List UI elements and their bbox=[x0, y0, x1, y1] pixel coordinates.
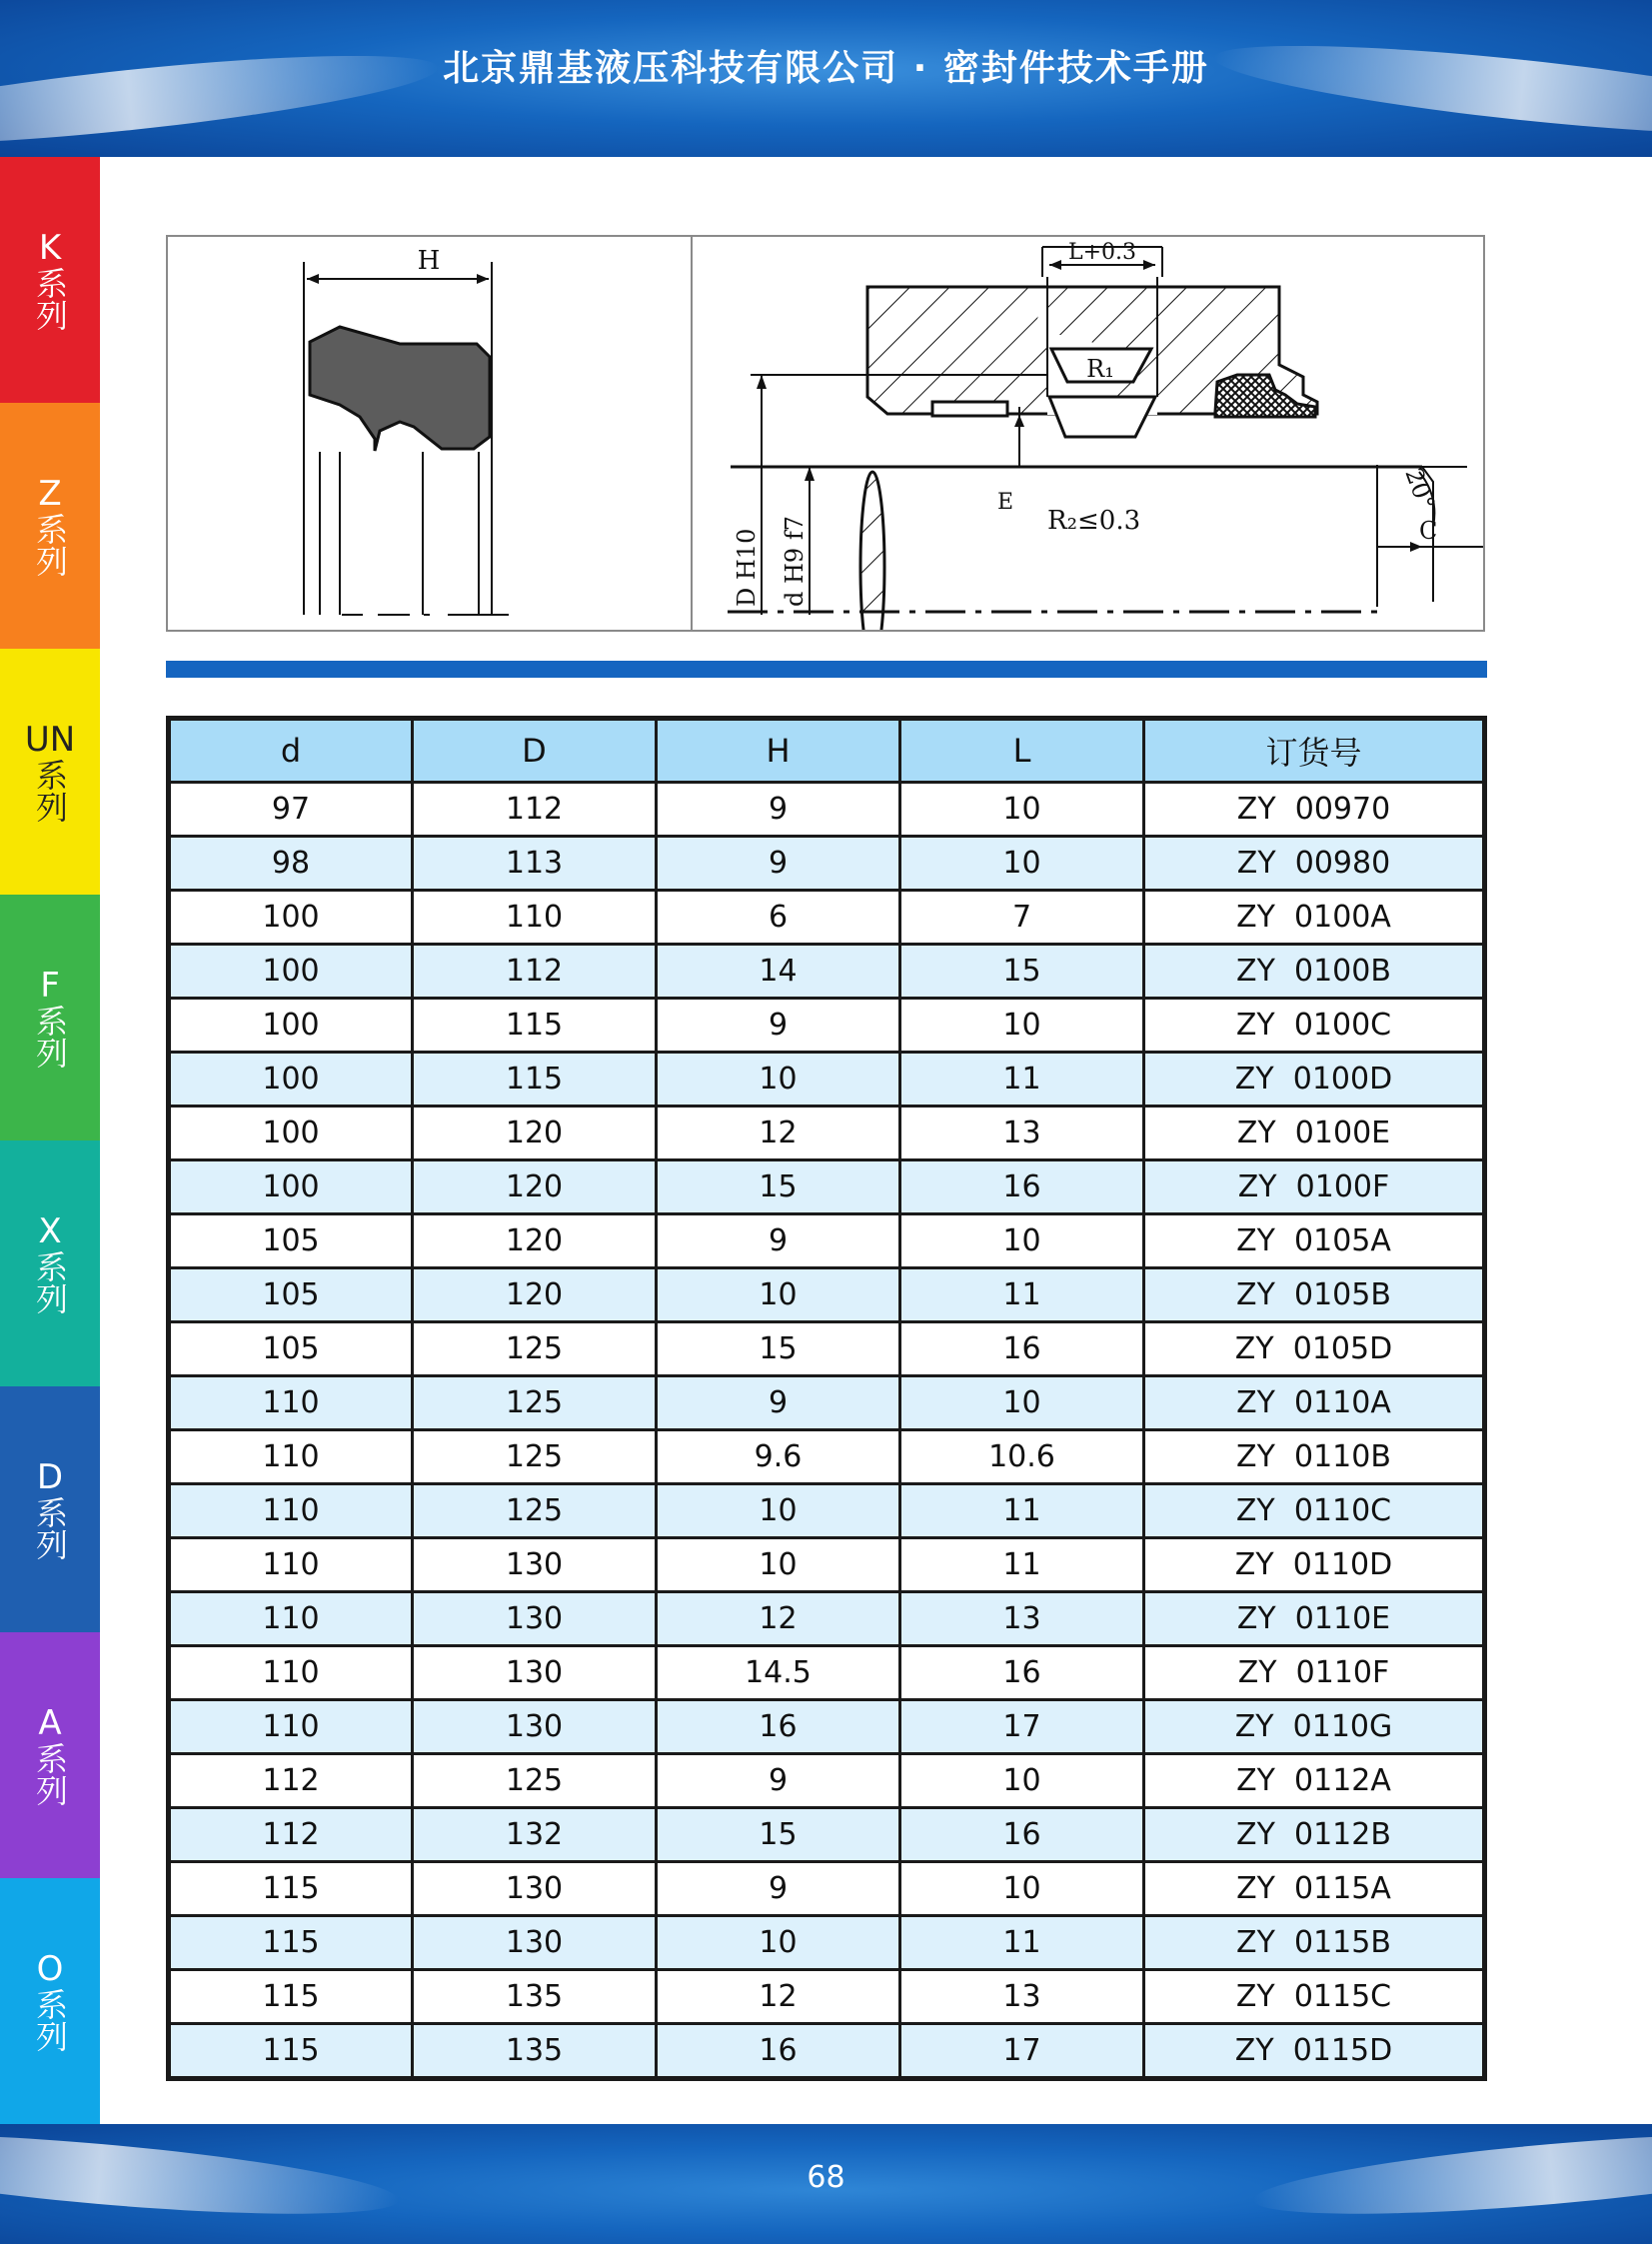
cell-l: 10 bbox=[900, 1754, 1144, 1808]
cell-d: 115 bbox=[169, 2024, 413, 2079]
cell-l: 15 bbox=[900, 945, 1144, 999]
dim-label-r1: R₁ bbox=[1086, 355, 1114, 383]
table-row bbox=[169, 999, 1485, 1053]
cell-d: 100 bbox=[169, 1107, 413, 1160]
cell-order-no: ZY 0110G bbox=[1144, 1700, 1485, 1754]
series-tab-letters: Z bbox=[38, 474, 62, 514]
cell-order-no: ZY 00980 bbox=[1144, 837, 1485, 891]
series-tab-o[interactable] bbox=[0, 1878, 100, 2124]
dim-label-r2: R₂≤0.3 bbox=[1047, 506, 1141, 536]
cell-d: 105 bbox=[169, 1322, 413, 1376]
cell-outer-d: 125 bbox=[413, 1754, 657, 1808]
cell-l: 17 bbox=[900, 2024, 1144, 2079]
series-tab-letters: UN bbox=[24, 720, 76, 760]
table-row bbox=[169, 1538, 1485, 1592]
cell-d: 105 bbox=[169, 1214, 413, 1268]
series-tab-letters: O bbox=[36, 1949, 64, 1989]
cell-l: 13 bbox=[900, 1970, 1144, 2024]
series-tab-label: 系列 bbox=[31, 1742, 69, 1806]
cell-order-no: ZY 0115C bbox=[1144, 1970, 1485, 2024]
cell-outer-d: 130 bbox=[413, 1700, 657, 1754]
cell-h: 12 bbox=[657, 1970, 900, 2024]
cell-outer-d: 135 bbox=[413, 2024, 657, 2079]
dim-label-c: C bbox=[1419, 517, 1438, 545]
dim-label-angle: 20° bbox=[1399, 464, 1441, 515]
table-row bbox=[169, 1322, 1485, 1376]
cell-order-no: ZY 0110A bbox=[1144, 1376, 1485, 1430]
cell-h: 15 bbox=[657, 1808, 900, 1862]
cell-h: 10 bbox=[657, 1484, 900, 1538]
cell-d: 110 bbox=[169, 1538, 413, 1592]
cell-outer-d: 113 bbox=[413, 837, 657, 891]
cell-l: 10 bbox=[900, 1862, 1144, 1916]
cell-l: 7 bbox=[900, 891, 1144, 945]
cell-outer-d: 115 bbox=[413, 999, 657, 1053]
seal-drawing bbox=[166, 235, 1485, 632]
series-tab-label: 系列 bbox=[31, 1496, 69, 1560]
cell-order-no: ZY 0110B bbox=[1144, 1430, 1485, 1484]
cell-outer-d: 120 bbox=[413, 1160, 657, 1214]
cell-order-no: ZY 0105A bbox=[1144, 1214, 1485, 1268]
cell-order-no: ZY 0112A bbox=[1144, 1754, 1485, 1808]
cell-outer-d: 120 bbox=[413, 1268, 657, 1322]
cell-order-no: ZY 0112B bbox=[1144, 1808, 1485, 1862]
cell-d: 115 bbox=[169, 1862, 413, 1916]
cell-d: 100 bbox=[169, 891, 413, 945]
cell-l: 11 bbox=[900, 1268, 1144, 1322]
cell-order-no: ZY 0115A bbox=[1144, 1862, 1485, 1916]
cell-d: 115 bbox=[169, 1916, 413, 1970]
cell-order-no: ZY 0115B bbox=[1144, 1916, 1485, 1970]
dim-label-bore: D H10 bbox=[733, 528, 761, 607]
dim-label-h: H bbox=[417, 246, 441, 276]
cell-d: 110 bbox=[169, 1700, 413, 1754]
cell-outer-d: 130 bbox=[413, 1538, 657, 1592]
cell-h: 6 bbox=[657, 891, 900, 945]
table-row bbox=[169, 1916, 1485, 1970]
table-row bbox=[169, 1214, 1485, 1268]
series-tab-letters: F bbox=[40, 966, 60, 1006]
dimension-table bbox=[166, 716, 1487, 2081]
cell-l: 13 bbox=[900, 1107, 1144, 1160]
cell-order-no: ZY 0110C bbox=[1144, 1484, 1485, 1538]
cell-order-no: ZY 0100C bbox=[1144, 999, 1485, 1053]
table-row bbox=[169, 2024, 1485, 2079]
cell-h: 9 bbox=[657, 1214, 900, 1268]
seal-profile bbox=[304, 262, 509, 615]
table-row bbox=[169, 1646, 1485, 1700]
page-footer bbox=[0, 2124, 1652, 2244]
table-row bbox=[169, 1160, 1485, 1214]
series-tab-label: 系列 bbox=[31, 1250, 69, 1314]
cell-outer-d: 125 bbox=[413, 1376, 657, 1430]
cell-d: 110 bbox=[169, 1430, 413, 1484]
cell-order-no: ZY 0100E bbox=[1144, 1107, 1485, 1160]
cell-l: 11 bbox=[900, 1053, 1144, 1107]
table-row bbox=[169, 1484, 1485, 1538]
cell-d: 110 bbox=[169, 1376, 413, 1430]
column-header-outer-d: D bbox=[413, 719, 657, 783]
series-tab-label: 系列 bbox=[31, 267, 69, 331]
column-header-order-no: 订货号 bbox=[1144, 719, 1485, 783]
cell-h: 9 bbox=[657, 837, 900, 891]
cell-h: 9 bbox=[657, 1376, 900, 1430]
cell-l: 11 bbox=[900, 1916, 1144, 1970]
cell-d: 97 bbox=[169, 783, 413, 837]
cell-l: 17 bbox=[900, 1700, 1144, 1754]
cell-h: 9 bbox=[657, 783, 900, 837]
series-tab-letters: K bbox=[38, 228, 62, 268]
cell-d: 110 bbox=[169, 1484, 413, 1538]
cell-l: 13 bbox=[900, 1592, 1144, 1646]
column-header-d: d bbox=[169, 719, 413, 783]
cell-h: 14 bbox=[657, 945, 900, 999]
cell-order-no: ZY 0100A bbox=[1144, 891, 1485, 945]
column-header-h: H bbox=[657, 719, 900, 783]
cell-h: 15 bbox=[657, 1322, 900, 1376]
cell-outer-d: 130 bbox=[413, 1592, 657, 1646]
series-tab-label: 系列 bbox=[31, 1988, 69, 2052]
cell-order-no: ZY 00970 bbox=[1144, 783, 1485, 837]
cell-order-no: ZY 0115D bbox=[1144, 2024, 1485, 2079]
cell-outer-d: 130 bbox=[413, 1646, 657, 1700]
table-row bbox=[169, 1700, 1485, 1754]
cell-h: 15 bbox=[657, 1160, 900, 1214]
cell-d: 112 bbox=[169, 1754, 413, 1808]
cell-outer-d: 120 bbox=[413, 1107, 657, 1160]
series-tab-z[interactable] bbox=[0, 403, 100, 649]
cell-d: 110 bbox=[169, 1646, 413, 1700]
table-row bbox=[169, 783, 1485, 837]
cell-order-no: ZY 0100D bbox=[1144, 1053, 1485, 1107]
cell-l: 16 bbox=[900, 1808, 1144, 1862]
series-tab-letters: A bbox=[38, 1703, 62, 1743]
cell-order-no: ZY 0110D bbox=[1144, 1538, 1485, 1592]
cell-outer-d: 115 bbox=[413, 1053, 657, 1107]
series-tab-label: 系列 bbox=[31, 1005, 69, 1069]
cell-d: 115 bbox=[169, 1970, 413, 2024]
cell-h: 10 bbox=[657, 1268, 900, 1322]
cell-order-no: ZY 0100B bbox=[1144, 945, 1485, 999]
table-row bbox=[169, 945, 1485, 999]
cell-l: 11 bbox=[900, 1484, 1144, 1538]
cell-order-no: ZY 0110E bbox=[1144, 1592, 1485, 1646]
cell-d: 105 bbox=[169, 1268, 413, 1322]
cell-order-no: ZY 0110F bbox=[1144, 1646, 1485, 1700]
header-title: 北京鼎基液压科技有限公司 · 密封件技术手册 bbox=[443, 48, 1209, 89]
table-row bbox=[169, 1808, 1485, 1862]
cell-h: 10 bbox=[657, 1916, 900, 1970]
cell-outer-d: 120 bbox=[413, 1214, 657, 1268]
cell-order-no: ZY 0105D bbox=[1144, 1322, 1485, 1376]
cell-outer-d: 112 bbox=[413, 945, 657, 999]
cell-l: 10 bbox=[900, 999, 1144, 1053]
dim-label-rod: d H9 f7 bbox=[781, 516, 809, 607]
cell-h: 9 bbox=[657, 1862, 900, 1916]
groove-section bbox=[728, 247, 1483, 630]
cell-d: 110 bbox=[169, 1592, 413, 1646]
page-header bbox=[0, 0, 1652, 157]
cell-outer-d: 110 bbox=[413, 891, 657, 945]
cell-l: 16 bbox=[900, 1646, 1144, 1700]
cell-h: 10 bbox=[657, 1538, 900, 1592]
cell-d: 100 bbox=[169, 945, 413, 999]
cell-h: 9.6 bbox=[657, 1430, 900, 1484]
cell-l: 16 bbox=[900, 1322, 1144, 1376]
cell-order-no: ZY 0105B bbox=[1144, 1268, 1485, 1322]
cell-d: 100 bbox=[169, 999, 413, 1053]
table-row bbox=[169, 1754, 1485, 1808]
series-tab-letters: D bbox=[36, 1457, 64, 1497]
table-row bbox=[169, 1862, 1485, 1916]
cell-l: 10.6 bbox=[900, 1430, 1144, 1484]
series-tab-d[interactable] bbox=[0, 1386, 100, 1632]
series-tab-label: 系列 bbox=[31, 759, 69, 823]
cell-d: 98 bbox=[169, 837, 413, 891]
series-tab-x[interactable] bbox=[0, 1140, 100, 1386]
table-row bbox=[169, 1376, 1485, 1430]
table-row bbox=[169, 1430, 1485, 1484]
cell-h: 14.5 bbox=[657, 1646, 900, 1700]
cell-d: 100 bbox=[169, 1160, 413, 1214]
cell-outer-d: 125 bbox=[413, 1430, 657, 1484]
cell-h: 16 bbox=[657, 1700, 900, 1754]
table-row bbox=[169, 1592, 1485, 1646]
table-row bbox=[169, 837, 1485, 891]
table-row bbox=[169, 1268, 1485, 1322]
cell-outer-d: 135 bbox=[413, 1970, 657, 2024]
cell-l: 10 bbox=[900, 1376, 1144, 1430]
section-divider-bar bbox=[166, 661, 1487, 678]
table-row bbox=[169, 1107, 1485, 1160]
cell-outer-d: 130 bbox=[413, 1862, 657, 1916]
cell-outer-d: 125 bbox=[413, 1322, 657, 1376]
series-sidebar bbox=[0, 157, 100, 2124]
cell-outer-d: 132 bbox=[413, 1808, 657, 1862]
cell-h: 12 bbox=[657, 1592, 900, 1646]
cell-d: 112 bbox=[169, 1808, 413, 1862]
cell-outer-d: 112 bbox=[413, 783, 657, 837]
seal-drawing-svg bbox=[168, 237, 1483, 630]
table-header-row bbox=[169, 719, 1485, 783]
cell-h: 10 bbox=[657, 1053, 900, 1107]
cell-outer-d: 125 bbox=[413, 1484, 657, 1538]
table-row bbox=[169, 1970, 1485, 2024]
series-tab-label: 系列 bbox=[31, 513, 69, 577]
table-row bbox=[169, 891, 1485, 945]
series-tab-k[interactable] bbox=[0, 157, 100, 403]
cell-h: 9 bbox=[657, 999, 900, 1053]
cell-d: 100 bbox=[169, 1053, 413, 1107]
cell-h: 16 bbox=[657, 2024, 900, 2079]
series-tab-un[interactable] bbox=[0, 649, 100, 895]
cell-l: 16 bbox=[900, 1160, 1144, 1214]
cell-l: 11 bbox=[900, 1538, 1144, 1592]
cell-outer-d: 130 bbox=[413, 1916, 657, 1970]
series-tab-f[interactable] bbox=[0, 895, 100, 1140]
cell-l: 10 bbox=[900, 1214, 1144, 1268]
series-tab-a[interactable] bbox=[0, 1632, 100, 1878]
series-tab-letters: X bbox=[38, 1211, 62, 1251]
cell-h: 12 bbox=[657, 1107, 900, 1160]
dim-label-groove-width: L+0.3 bbox=[1067, 240, 1137, 265]
dim-label-e: E bbox=[997, 490, 1014, 515]
cell-l: 10 bbox=[900, 837, 1144, 891]
page-number: 68 bbox=[807, 2160, 845, 2195]
table-row bbox=[169, 1053, 1485, 1107]
cell-order-no: ZY 0100F bbox=[1144, 1160, 1485, 1214]
cell-l: 10 bbox=[900, 783, 1144, 837]
cell-h: 9 bbox=[657, 1754, 900, 1808]
column-header-l: L bbox=[900, 719, 1144, 783]
